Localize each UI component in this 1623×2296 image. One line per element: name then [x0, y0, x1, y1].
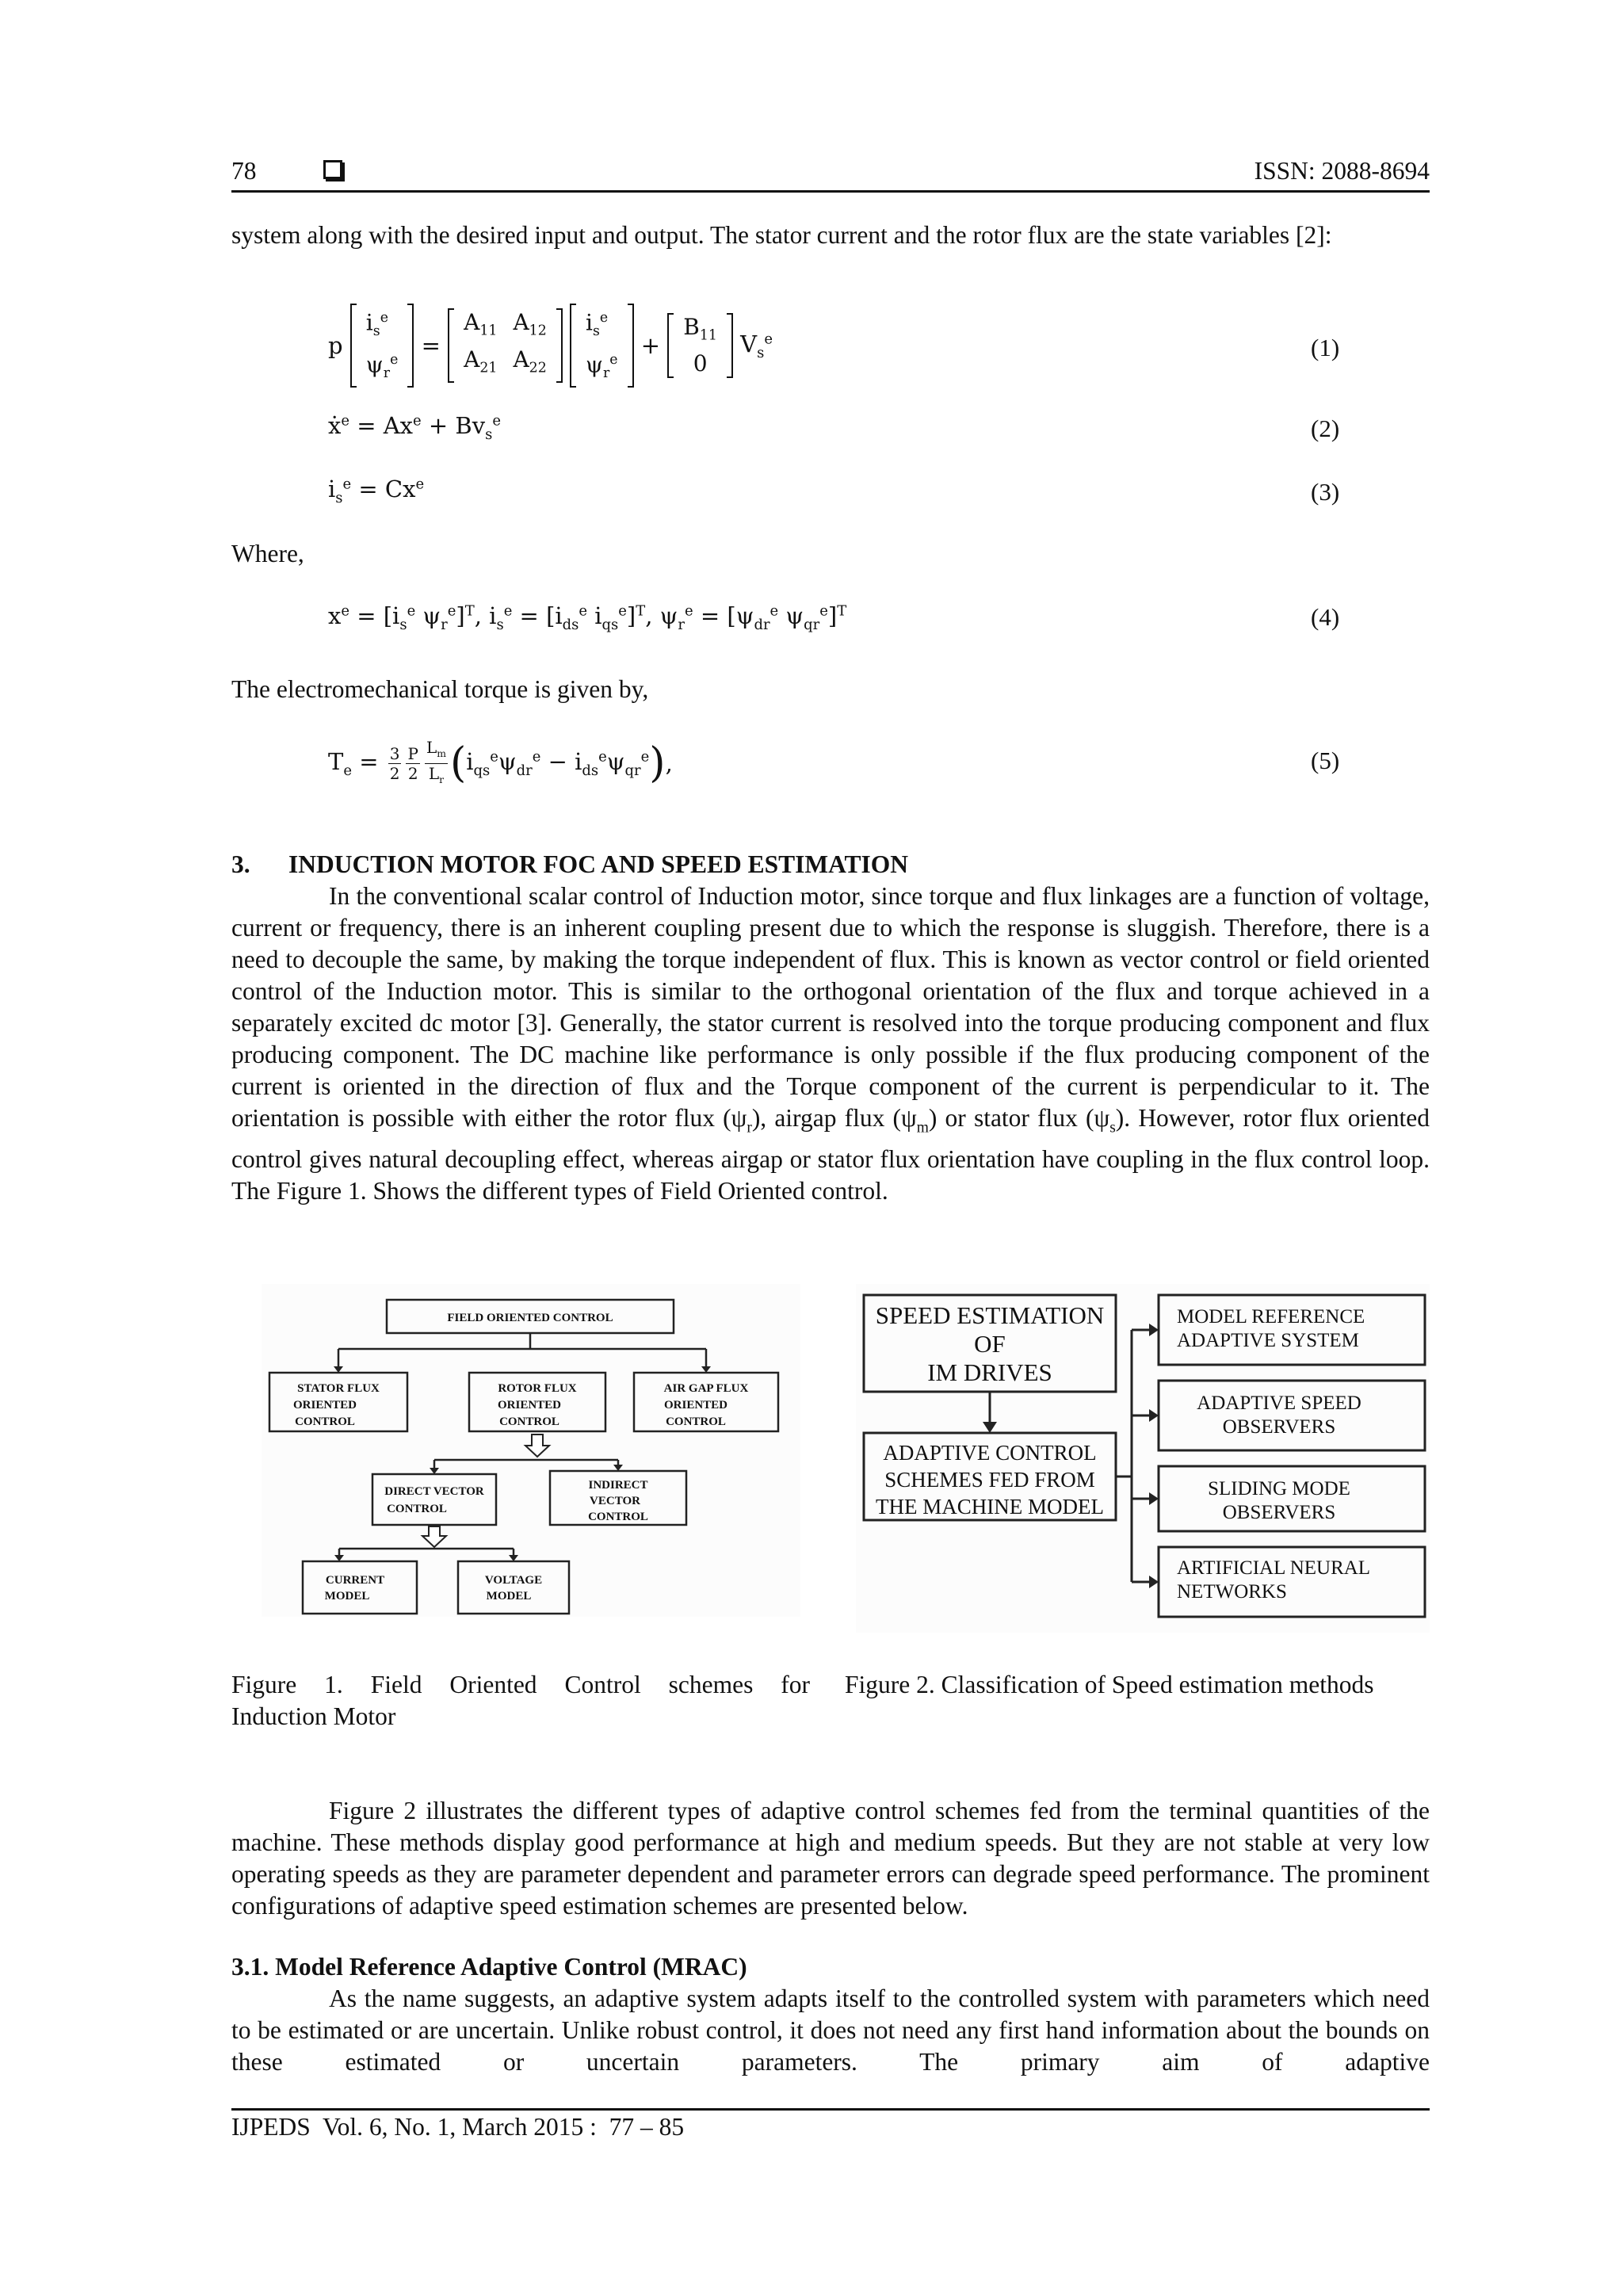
fig1-indirect-label: CONTROL — [588, 1511, 648, 1523]
figure-2-diagram — [856, 1284, 1430, 1633]
fig1-indirect-label: INDIRECT — [588, 1479, 648, 1492]
fig1-stator-label: ORIENTED — [292, 1399, 357, 1412]
fig1-direct-label: CONTROL — [387, 1503, 447, 1515]
section-3-1-heading: 3.1. Model Reference Adaptive Control (MRAC) — [231, 1953, 747, 1981]
equation-2: ẋ$^e$ = $Ax^e + Bv_s^e$ — [328, 412, 501, 443]
fig1-rotor-label: ROTOR FLUX — [498, 1382, 577, 1395]
equation-3: $i_s^e = Cx^e$ — [328, 476, 425, 506]
fig1-current-label: MODEL — [324, 1590, 370, 1603]
section-3-title: INDUCTION MOTOR FOC AND SPEED ESTIMATION — [288, 850, 909, 878]
fig2-right-4-label: NETWORKS — [1177, 1581, 1287, 1603]
section-3-number: 3. — [231, 850, 250, 878]
figure-1-diagram — [262, 1284, 800, 1617]
figure-1-caption-line-2: Induction Motor — [231, 1702, 396, 1730]
equation-4-number: (4) — [1311, 603, 1340, 631]
fig1-voltage-label: MODEL — [486, 1590, 532, 1603]
figure-2-caption: Figure 2. Classification of Speed estimation methods — [845, 1671, 1374, 1698]
fig1-current-label: CURRENT — [325, 1574, 385, 1587]
fig2-left-top-label: IM DRIVES — [927, 1358, 1052, 1386]
section-3-heading — [231, 849, 909, 881]
fig2-left-bottom-label: ADAPTIVE CONTROL — [883, 1441, 1097, 1465]
fig2-right-2-label: ADAPTIVE SPEED — [1197, 1392, 1361, 1414]
fig2-right-4-label: ARTIFICIAL NEURAL — [1177, 1557, 1371, 1579]
equation-2-number: (2) — [1311, 415, 1340, 442]
section-3-1-paragraph: As the name suggests, an adaptive system adapts itself to the controlled system with parameters which need to be estimated or are uncertain. Unlike robust control, it does not need any first hand information about the bounds on these estimated or uncertain parameters. The primary aim of adaptive — [231, 1985, 1430, 2076]
figure-2-discussion-paragraph: Figure 2 illustrates the different types of adaptive control schemes fed from the terminal quantities of the machine. These methods display good performance at high and medium speeds. But they are not stable at very low operating speeds as they are parameter dependent and parameter errors can degrade speed performance. The prominent configurations of adaptive speed estimation schemes are presented below. — [231, 1797, 1430, 1920]
fig1-airgap-label: CONTROL — [666, 1415, 726, 1428]
fig2-right-3-label: SLIDING MODE — [1208, 1478, 1350, 1499]
equation-5: $T_e$ = $\frac{3}{2}$ $\frac{P}{2}$ $\frac{L_m}{L_r}$ ( $i_{qs}^e\psi_{dr}^e - i_{ds}^e\psi_{qr}^e$ ) , — [328, 737, 673, 787]
fig2-left-top-label: SPEED ESTIMATION — [875, 1301, 1105, 1329]
fig2-right-1-label: MODEL REFERENCE — [1177, 1306, 1365, 1328]
fig2-right-1-label: ADAPTIVE SYSTEM — [1177, 1330, 1359, 1351]
fig1-stator-label: CONTROL — [295, 1415, 355, 1428]
intro-paragraph: system along with the desired input and output. The stator current and the rotor flux are the state variables [2]: — [231, 221, 1332, 249]
fig1-airgap-label: AIR GAP FLUX — [663, 1382, 749, 1395]
fig1-airgap-label: ORIENTED — [663, 1399, 728, 1412]
equation-4: $x^e = [i_s^e$ $\psi_r^e]^T$, $i_s^e = [i_{ds}^e$ $i_{qs}^e]^T$, $\psi_r^e = [\psi_{dr}^e$ $\psi_{qr}^e]^T$ — [328, 602, 847, 633]
figure-1-caption-line-1: Figure 1. Field Oriented Control schemes for — [231, 1671, 810, 1698]
equation-1-number: (1) — [1311, 334, 1340, 361]
torque-intro: The electromechanical torque is given by, — [231, 675, 649, 703]
issn: ISSN: 2088-8694 — [1254, 157, 1430, 185]
section-3-paragraph: In the conventional scalar control of Induction motor, since torque and flux linkages are a function of voltage, current or frequency, there is an inherent coupling present due to which the response is sluggish. Therefore, there is a need to decouple the same, by making the torque independent of flux. This is known as vector control or field oriented control of the Induction motor. This is similar to the orthogonal orientation of the flux and torque achieved in a separately excited dc motor [3]. Generally, the stator current is resolved into the torque producing component and flux producing component. The DC machine like performance is only possible if the flux producing component of the current is oriented in the direction of flux and the Torque component of the current is perpendicular to it. The orientation is possible with either the rotor flux $(\psi_r)$, airgap flux $(\psi_m)$ or stator flux $(\psi_s)$. However, rotor flux oriented control gives natural decoupling effect, whereas airgap or stator flux orientation have coupling in the flux control loop. The Figure 1. Shows the different types of Field Oriented control. — [231, 882, 1430, 1205]
fig2-left-bottom-label: THE MACHINE MODEL — [876, 1495, 1104, 1519]
fig1-stator-label: STATOR FLUX — [297, 1382, 380, 1395]
footer-rule — [231, 2108, 1430, 2111]
fig2-right-2-label: OBSERVERS — [1222, 1416, 1336, 1438]
fig1-rotor-label: ORIENTED — [497, 1399, 562, 1412]
equation-1: p $i_s^e$ $\psi_r^e$ = $A_{11}$ $A_{12}$ $A_{21}$ $A_{22}$ $i_s^e$ $\psi_r^e$ + $B_{11}$ 0 $V_s^e$ — [328, 312, 773, 379]
header-rule — [231, 190, 1430, 193]
equation-3-number: (3) — [1311, 478, 1340, 506]
fig1-direct-label: DIRECT VECTOR — [384, 1485, 484, 1498]
fig1-indirect-label: VECTOR — [590, 1495, 640, 1507]
square-bullet-icon — [323, 160, 342, 179]
where-label: Where, — [231, 540, 304, 567]
fig1-voltage-label: VOLTAGE — [484, 1574, 543, 1587]
fig2-left-top-label: OF — [974, 1330, 1006, 1358]
fig1-rotor-label: CONTROL — [499, 1415, 559, 1428]
fig2-left-bottom-label: SCHEMES FED FROM — [884, 1468, 1095, 1492]
figure-1-caption — [231, 1669, 810, 1733]
footer-citation: IJPEDS Vol. 6, No. 1, March 2015 : 77 – 85 — [231, 2113, 685, 2141]
fig1-root-label: FIELD ORIENTED CONTROL — [447, 1312, 613, 1324]
fig2-right-3-label: OBSERVERS — [1222, 1502, 1336, 1523]
page-number: 78 — [231, 157, 257, 185]
equation-5-number: (5) — [1311, 747, 1340, 774]
